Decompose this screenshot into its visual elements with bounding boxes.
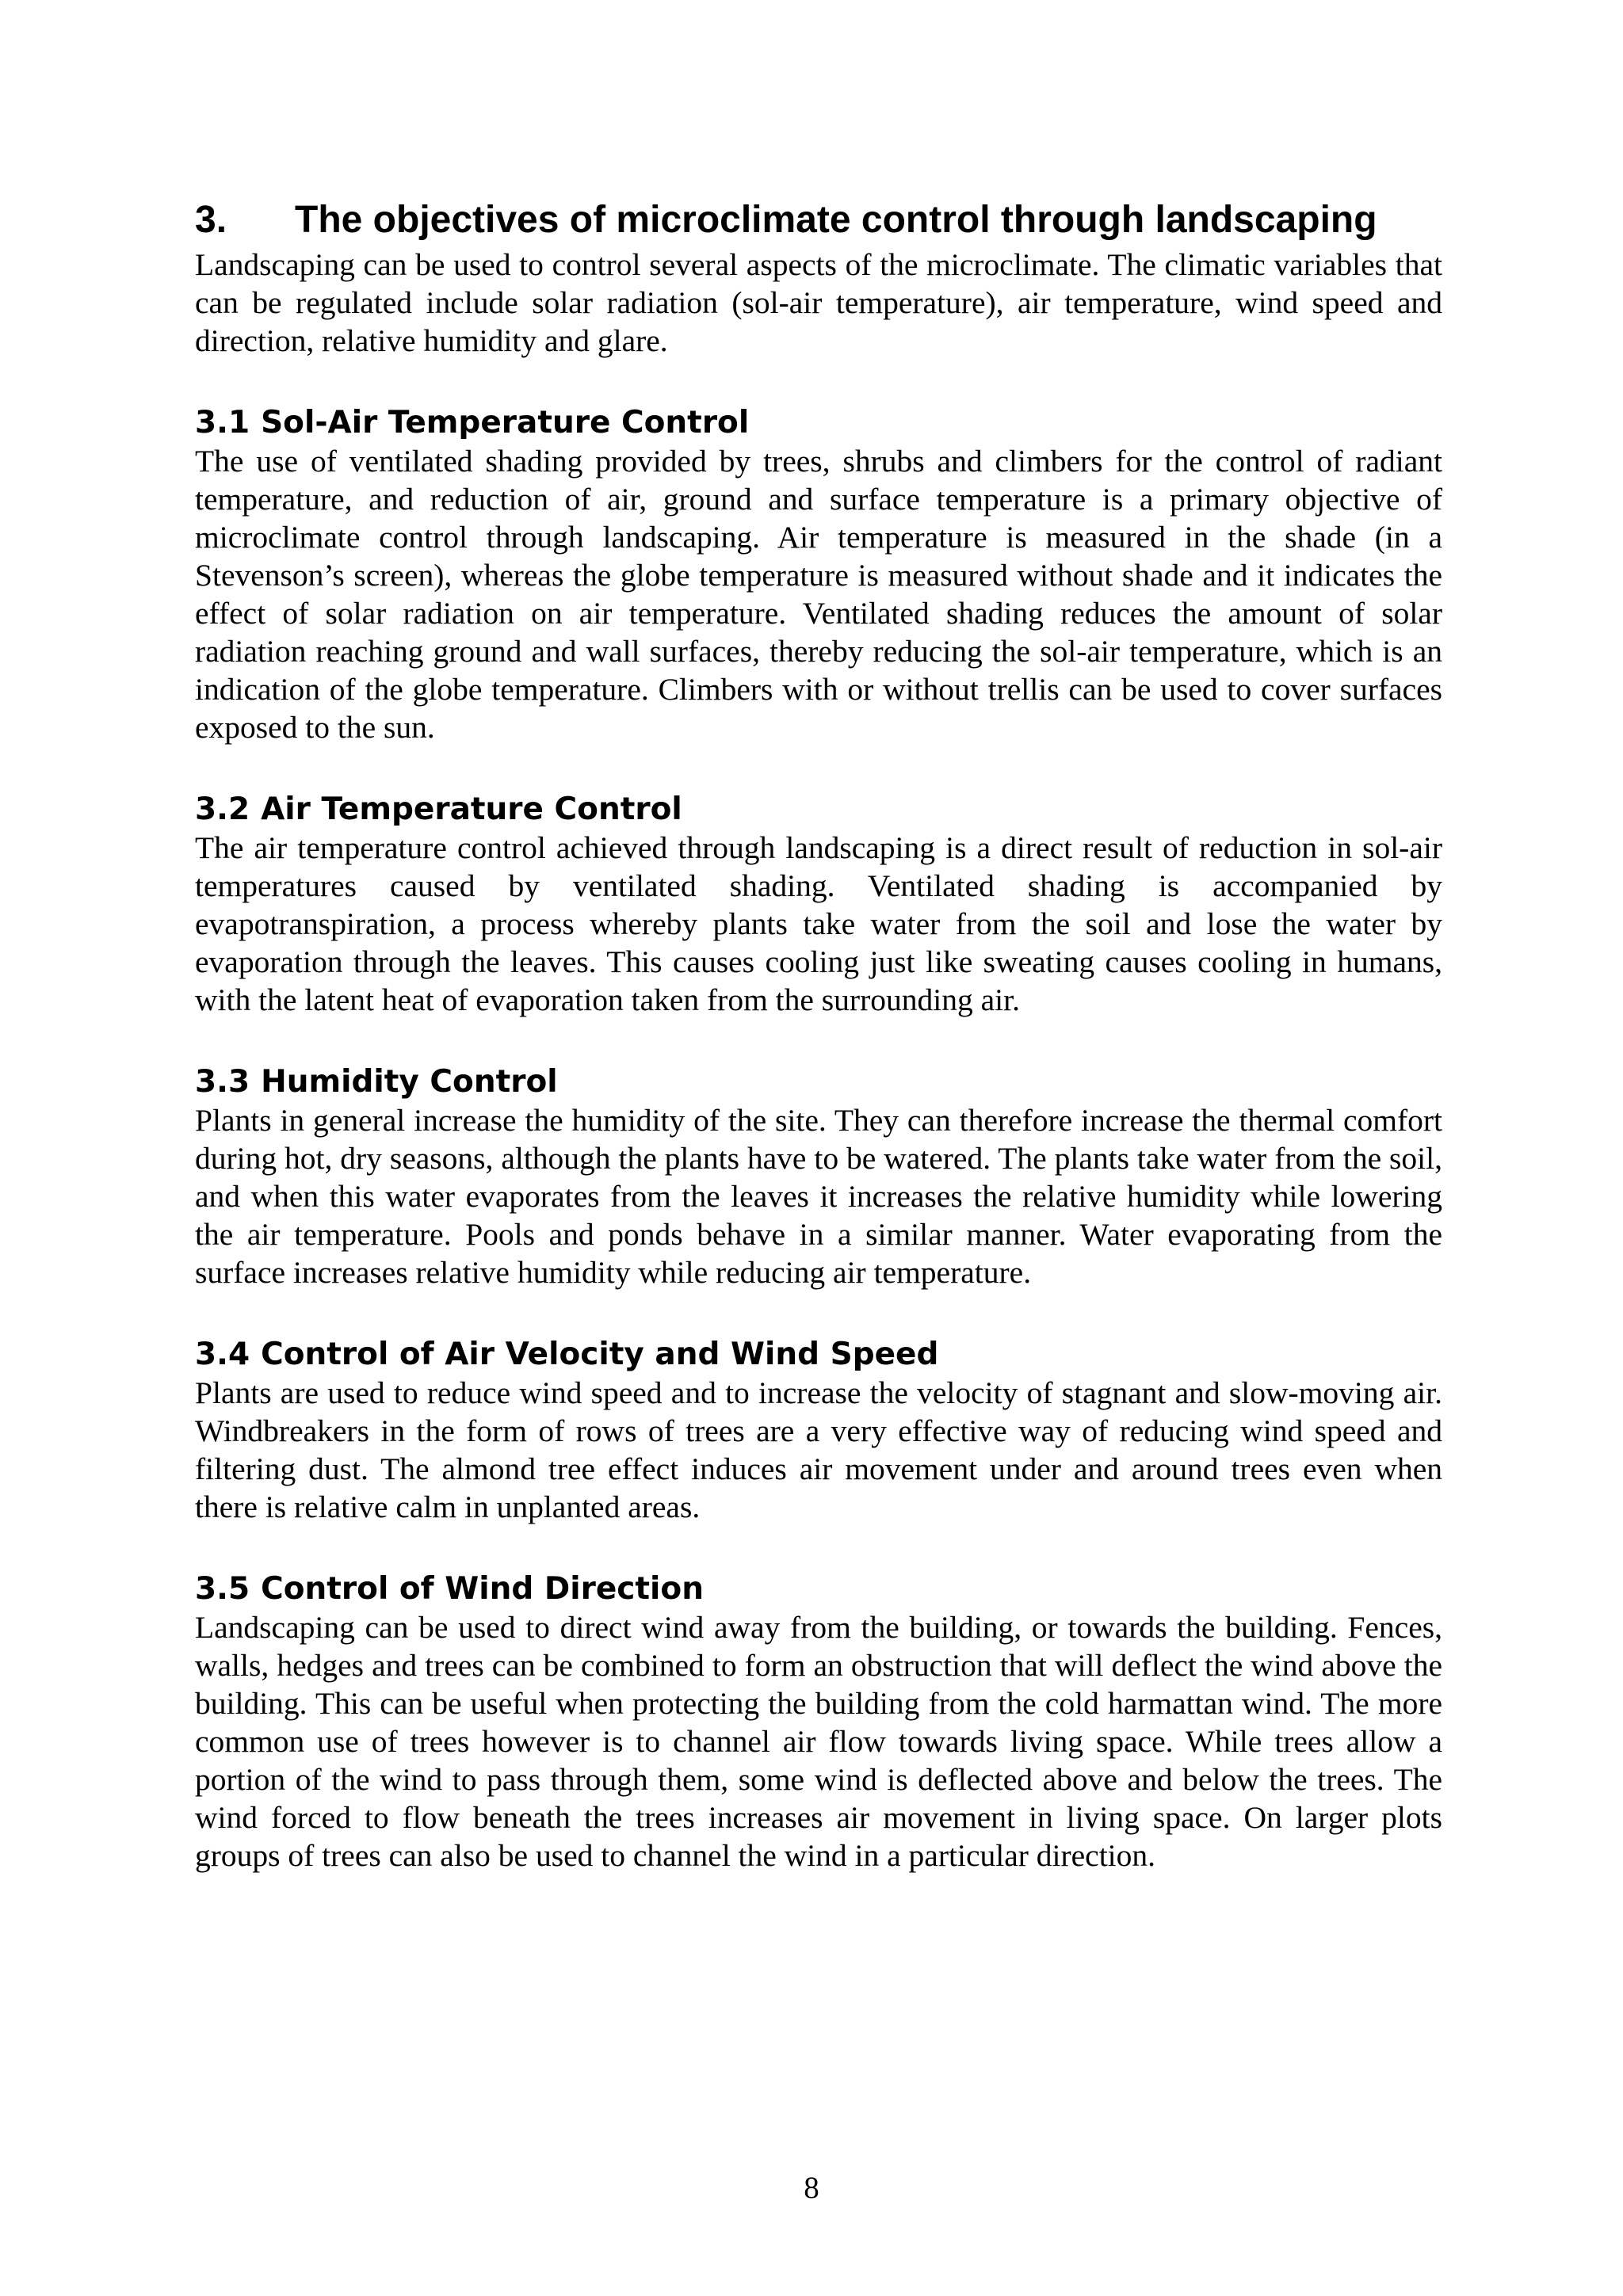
section-paragraph: The use of ventilated shading provided by trees, shrubs and climbers for the control of radiant temperature, and reduction of air, ground and surface temperature is a primary objective of microclimate control through landscaping. Air temperature is measured in the shade (in a Stevenson’s screen), whereas the globe temperature is measured without shade and it indicates the effect of solar radiation on air temperature. Ventilated shading reduces the amount of solar radiation reaching ground and wall surfaces, thereby reducing the sol-air temperature, which is an indication of the globe temperature. Climbers with or without trellis can be used to cover surfaces exposed to the sun.: [195, 444, 1442, 745]
section-heading: [195, 1570, 1442, 1608]
chapter-title: [195, 196, 1442, 244]
section-heading: [195, 404, 1442, 442]
section-title: Control of Wind Direction: [261, 1571, 704, 1607]
chapter-intro-paragraph: Landscaping can be used to control several aspects of the microclimate. The climatic variables that can be regulated include solar radiation (sol-air temperature), air temperature, wind speed and direction, relative humidity and glare.: [195, 247, 1442, 358]
section-paragraph: Plants are used to reduce wind speed and to increase the velocity of stagnant and slow-moving air. Windbreakers in the form of rows of trees are a very effective way of reducing wind speed and filtering dust. The almond tree effect induces air movement under and around trees even when there is relative calm in unplanted areas.: [195, 1375, 1442, 1524]
section-number: 3.1: [195, 405, 250, 441]
section-3-3: [195, 1063, 1442, 1291]
chapter-number: 3.: [195, 199, 227, 241]
section-title: Air Temperature Control: [261, 791, 682, 827]
section-title: Humidity Control: [261, 1064, 558, 1100]
section-heading: [195, 1063, 1442, 1101]
page-number: 8: [804, 2171, 819, 2205]
section-number: 3.2: [195, 791, 250, 827]
section-title: Control of Air Velocity and Wind Speed: [261, 1337, 939, 1372]
section-paragraph: The air temperature control achieved through landscaping is a direct result of reduction in sol-air temperatures caused by ventilated shading. Ventilated shading is accompanied by evapotranspiration, a process whereby plants take water from the soil and lose the water by evaporation through the leaves. This causes cooling just like sweating causes cooling in humans, with the latent heat of evaporation taken from the surrounding air.: [195, 830, 1442, 1017]
section-3-4: [195, 1336, 1442, 1526]
chapter-title-text: The objectives of microclimate control through landscaping: [295, 199, 1377, 241]
section-paragraph: Landscaping can be used to direct wind away from the building, or towards the building. Fences, walls, hedges and trees can be combined to form an obstruction that will deflect the wind above the building. This can be useful when protecting the building from the cold harmattan wind. The more common use of trees however is to channel air flow towards living space. While trees allow a portion of the wind to pass through them, some wind is deflected above and below the trees. The wind forced to flow beneath the trees increases air movement in living space. On larger plots groups of trees can also be used to channel the wind in a particular direction.: [195, 1610, 1442, 1873]
section-paragraph: Plants in general increase the humidity of the site. They can therefore increase the thermal comfort during hot, dry seasons, although the plants have to be watered. The plants take water from the soil, and when this water evaporates from the leaves it increases the relative humidity while lowering the air temperature. Pools and ponds behave in a similar manner. Water evaporating from the surface increases relative humidity while reducing air temperature.: [195, 1103, 1442, 1290]
document-page: [195, 196, 1442, 1919]
section-heading: [195, 791, 1442, 829]
section-heading: [195, 1336, 1442, 1374]
section-number: 3.5: [195, 1571, 250, 1607]
section-number: 3.3: [195, 1064, 250, 1100]
section-3-2: [195, 791, 1442, 1019]
section-title: Sol-Air Temperature Control: [261, 405, 750, 441]
section-number: 3.4: [195, 1337, 250, 1372]
section-3-1: [195, 404, 1442, 746]
section-3-5: [195, 1570, 1442, 1875]
